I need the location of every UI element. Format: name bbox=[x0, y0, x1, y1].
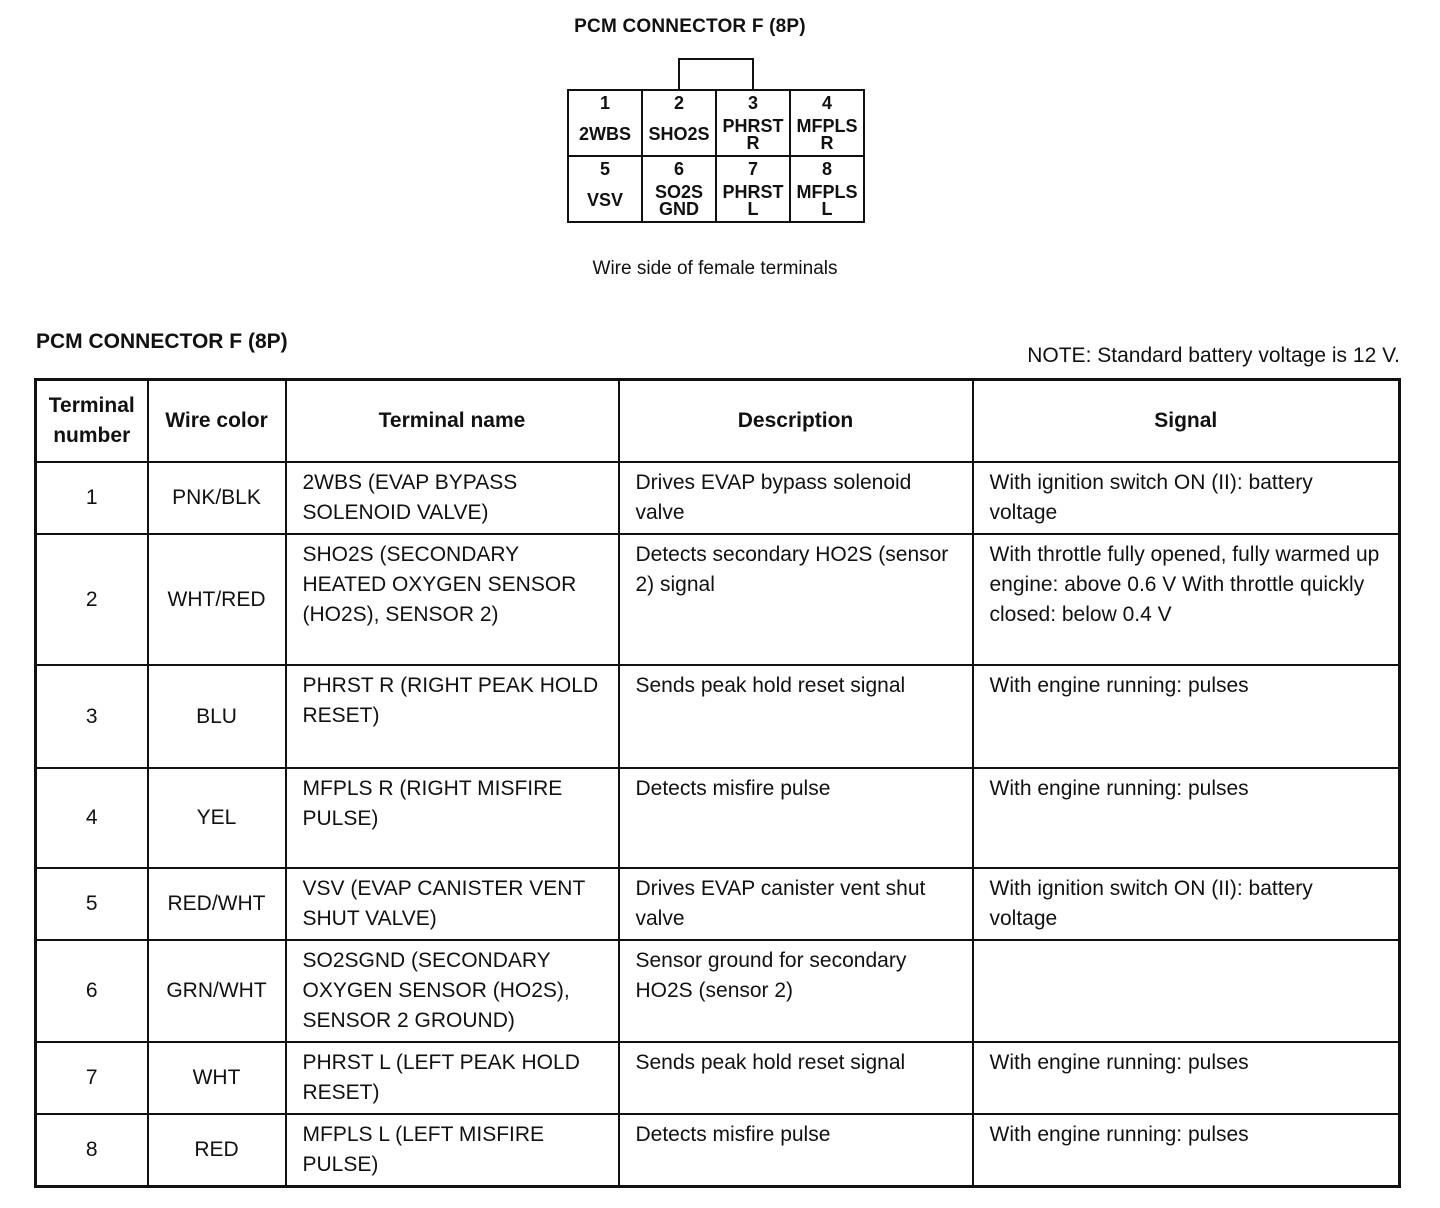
connector-diagram-title: PCM CONNECTOR F (8P) bbox=[574, 16, 806, 37]
terminal-number-cell: 4 bbox=[36, 768, 148, 868]
terminal-number-cell: 2 bbox=[36, 534, 148, 665]
pin-number: 5 bbox=[599, 159, 610, 179]
table-header-row bbox=[36, 380, 1400, 463]
table-row bbox=[36, 462, 1400, 534]
terminal-name-cell: SHO2S (SECONDARY HEATED OXYGEN SENSOR (HO2S), SENSOR 2) bbox=[286, 534, 619, 665]
connector-bottom-row bbox=[568, 156, 864, 222]
pin-number: 8 bbox=[821, 159, 832, 179]
connector-pin-cell bbox=[790, 156, 864, 222]
table-title: PCM CONNECTOR F (8P) bbox=[36, 330, 288, 353]
pin-number: 2 bbox=[673, 93, 684, 113]
table-row bbox=[36, 665, 1400, 768]
signal-cell: With engine running: pulses bbox=[973, 768, 1400, 868]
wire-color-cell: YEL bbox=[148, 768, 286, 868]
pin-name: MFPLS L bbox=[796, 182, 858, 219]
pin-number: 6 bbox=[673, 159, 684, 179]
wire-color-cell: GRN/WHT bbox=[148, 940, 286, 1042]
terminal-number-cell: 5 bbox=[36, 868, 148, 940]
pin-number: 4 bbox=[821, 93, 832, 113]
connector-pin-cell bbox=[568, 90, 642, 156]
description-cell: Drives EVAP bypass solenoid valve bbox=[619, 462, 973, 534]
pin-name: SHO2S bbox=[648, 124, 710, 144]
terminal-name-cell: PHRST L (LEFT PEAK HOLD RESET) bbox=[286, 1042, 619, 1114]
header-description: Description bbox=[619, 380, 973, 463]
terminal-name-cell: 2WBS (EVAP BYPASS SOLENOID VALVE) bbox=[286, 462, 619, 534]
terminal-name-cell: MFPLS R (RIGHT MISFIRE PULSE) bbox=[286, 768, 619, 868]
terminal-name-cell: VSV (EVAP CANISTER VENT SHUT VALVE) bbox=[286, 868, 619, 940]
terminal-number-cell: 7 bbox=[36, 1042, 148, 1114]
terminal-table bbox=[34, 378, 1401, 1188]
wire-color-cell: WHT/RED bbox=[148, 534, 286, 665]
connector-pin-cell bbox=[642, 90, 716, 156]
wire-color-cell: RED bbox=[148, 1114, 286, 1187]
table-row bbox=[36, 940, 1400, 1042]
table-row bbox=[36, 1042, 1400, 1114]
description-cell: Sends peak hold reset signal bbox=[619, 1042, 973, 1114]
signal-cell bbox=[973, 940, 1400, 1042]
header-signal: Signal bbox=[973, 380, 1400, 463]
wire-color-cell: RED/WHT bbox=[148, 868, 286, 940]
pin-number: 1 bbox=[599, 93, 610, 113]
table-row bbox=[36, 534, 1400, 665]
header-terminal-number: Terminal number bbox=[36, 380, 148, 463]
pin-number: 3 bbox=[747, 93, 758, 113]
pin-name: PHRST L bbox=[722, 182, 784, 219]
table-row bbox=[36, 768, 1400, 868]
wire-color-cell: PNK/BLK bbox=[148, 462, 286, 534]
diagram-caption: Wire side of female terminals bbox=[592, 258, 838, 279]
description-cell: Drives EVAP canister vent shut valve bbox=[619, 868, 973, 940]
connector-pin-cell bbox=[568, 156, 642, 222]
terminal-name-cell: SO2SGND (SECONDARY OXYGEN SENSOR (HO2S), SENSOR 2 GROUND) bbox=[286, 940, 619, 1042]
description-cell: Detects secondary HO2S (sensor 2) signal bbox=[619, 534, 973, 665]
connector-pin-cell bbox=[716, 156, 790, 222]
connector-top-row bbox=[568, 90, 864, 156]
connector-pin-cell bbox=[716, 90, 790, 156]
connector-pin-cell bbox=[790, 90, 864, 156]
signal-cell: With ignition switch ON (II): battery voltage bbox=[973, 868, 1400, 940]
connector-diagram bbox=[567, 89, 865, 223]
signal-cell: With ignition switch ON (II): battery voltage bbox=[973, 462, 1400, 534]
header-terminal-name: Terminal name bbox=[286, 380, 619, 463]
description-cell: Sends peak hold reset signal bbox=[619, 665, 973, 768]
wire-color-cell: BLU bbox=[148, 665, 286, 768]
header-wire-color: Wire color bbox=[148, 380, 286, 463]
pin-name: MFPLS R bbox=[796, 116, 858, 153]
pin-name: VSV bbox=[586, 190, 624, 210]
voltage-note: NOTE: Standard battery voltage is 12 V. bbox=[1027, 344, 1400, 367]
pin-name: 2WBS bbox=[578, 124, 631, 144]
description-cell: Detects misfire pulse bbox=[619, 768, 973, 868]
terminal-name-cell: PHRST R (RIGHT PEAK HOLD RESET) bbox=[286, 665, 619, 768]
terminal-name-cell: MFPLS L (LEFT MISFIRE PULSE) bbox=[286, 1114, 619, 1187]
connector-locking-tab bbox=[678, 58, 754, 90]
wire-color-cell: WHT bbox=[148, 1042, 286, 1114]
terminal-number-cell: 6 bbox=[36, 940, 148, 1042]
pin-number: 7 bbox=[747, 159, 758, 179]
table-row bbox=[36, 1114, 1400, 1187]
description-cell: Detects misfire pulse bbox=[619, 1114, 973, 1187]
pin-name: SO2S GND bbox=[654, 182, 704, 219]
terminal-number-cell: 8 bbox=[36, 1114, 148, 1187]
terminal-number-cell: 3 bbox=[36, 665, 148, 768]
terminal-number-cell: 1 bbox=[36, 462, 148, 534]
signal-cell: With engine running: pulses bbox=[973, 1042, 1400, 1114]
signal-cell: With engine running: pulses bbox=[973, 665, 1400, 768]
table-row bbox=[36, 868, 1400, 940]
connector-pin-cell bbox=[642, 156, 716, 222]
pin-name: PHRST R bbox=[722, 116, 784, 153]
signal-cell: With engine running: pulses bbox=[973, 1114, 1400, 1187]
description-cell: Sensor ground for secondary HO2S (sensor 2) bbox=[619, 940, 973, 1042]
signal-cell: With throttle fully opened, fully warmed up engine: above 0.6 V With throttle quickly closed: below 0.4 V bbox=[973, 534, 1400, 665]
